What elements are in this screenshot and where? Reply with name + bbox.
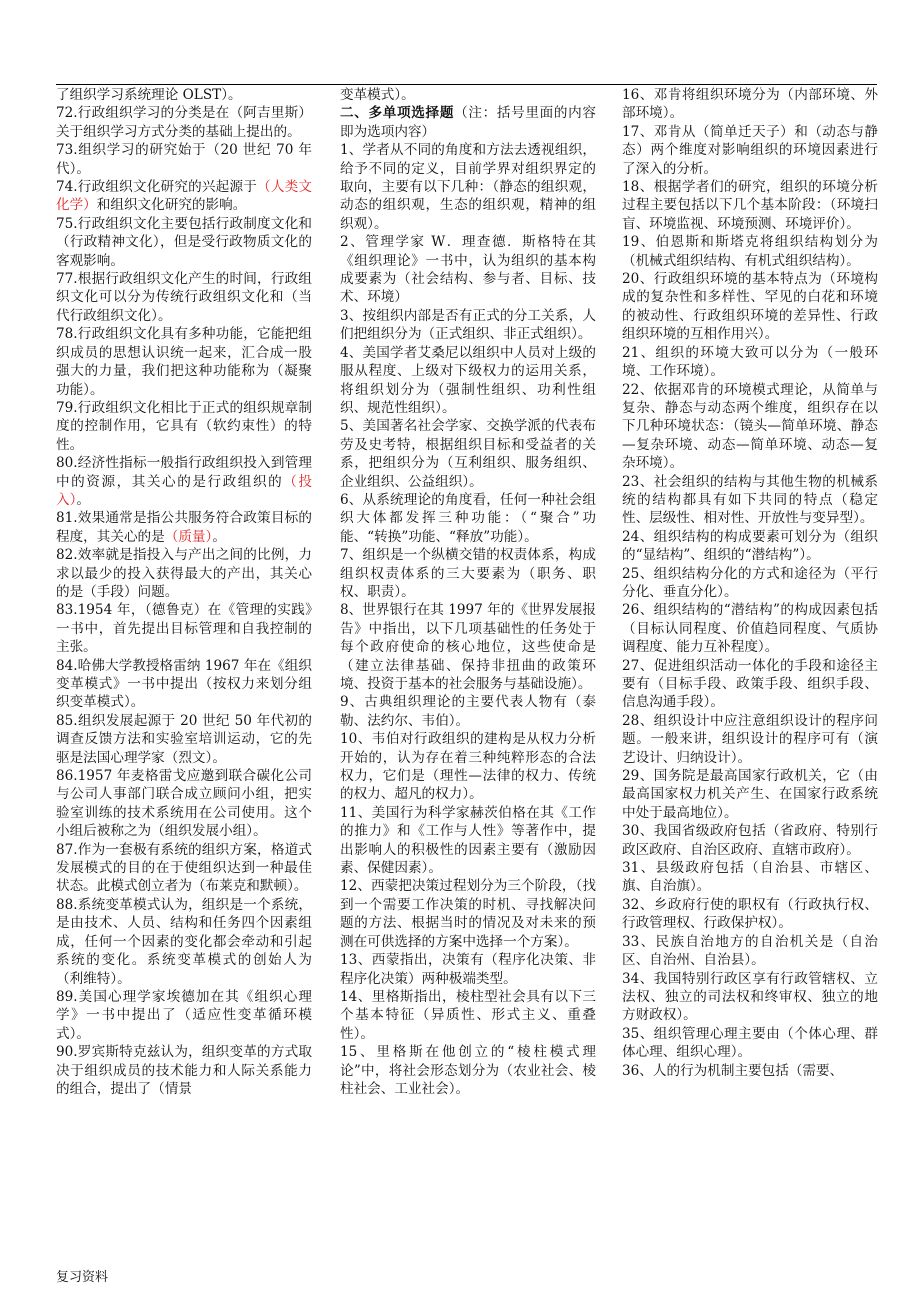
paragraph: 9、古典组织理论的主要代表人物有（泰勒、法约尔、韦伯）。 xyxy=(340,694,596,729)
paragraph: 28、组织设计中应注意组织设计的程序问题。一般来讲，组织设计的程序可有（演艺设计、归纳设计）。 xyxy=(622,712,878,766)
highlighted-answer: （质量） xyxy=(164,528,213,545)
paragraph: 35、组织管理心理主要由（个体心理、群体心理、组织心理）。 xyxy=(622,1025,878,1061)
paragraph: 72.行政组织学习的分类是在（阿吉里斯）关于组织学习方式分类的基础上提出的。 xyxy=(56,105,312,140)
paragraph: 85.组织发展起源于 20 世纪 50 年代初的调查反馈方法和实验室培训运动，它的先驱是法国心理学家（烈文）。 xyxy=(56,712,312,766)
column-3 xyxy=(622,86,878,1080)
paragraph: 5、美国著名社会学家、交换学派的代表布劳及史考特，根据组织目标和受益者的关系，把组织分为（互利组织、服务组织、企业组织、公益组织）。 xyxy=(340,418,596,490)
paragraph: 33、民族自治地方的自治机关是（自治区、自治州、自治县）。 xyxy=(622,933,878,969)
paragraph: 16、邓肯将组织环境分为（内部环境、外部环境）。 xyxy=(622,87,878,122)
section-note: （注：括号里面的内容即为选项内容） xyxy=(340,105,597,140)
paragraph: 77.根据行政组织文化产生的时间，行政组织文化可以分为传统行政组织文化和（当代行政组织文化）。 xyxy=(56,271,312,324)
text: 。 xyxy=(212,528,226,545)
paragraph: 24、组织结构的构成要素可划分为（组织的“显结构”、组织的“潜结构”）。 xyxy=(622,528,878,564)
paragraph: 4、美国学者艾桑尼以组织中人员对上级的服从程度、上级对下级权力的运用关系，将组织划分为（强制性组织、功利性组织、规范性组织）。 xyxy=(340,344,596,416)
paragraph: 7、组织是一个纵横交错的权责体系，构成组织权责体系的三大要素为（职务、职权、职责）。 xyxy=(340,547,596,600)
paragraph: 2、管理学家 W．理查德．斯格特在其《组织理论》一书中，认为组织的基本构成要素为（社会结构、参与者、目标、技术、环境） xyxy=(340,234,596,306)
paragraph: 11、美国行为科学家赫茨伯格在其《工作的推力》和《工作与人性》等著作中，提出影响人的积极性的因素主要有（激励因素、保健因素）。 xyxy=(340,804,596,877)
paragraph: 27、促进组织活动一体化的手段和途径主要有（目标手段、政策手段、组织手段、信息沟通手段）。 xyxy=(622,657,878,711)
paragraph: 20、行政组织环境的基本特点为（环境构成的复杂性和多样性、罕见的白花和环境的被动性、行政组织环境的差异性、行政组织环境的互相作用兴）。 xyxy=(622,271,878,343)
paragraph: 32、乡政府行使的职权有（行政执行权、行政管理权、行政保护权）。 xyxy=(622,896,878,932)
text: 81.效果通常是指公共服务符合政策目标的程度，其关心的是 xyxy=(56,510,312,545)
paragraph: 15、里格斯在他创立的“棱柱模式理论”中，将社会形态划分为（农业社会、棱柱社会、工业社会）。 xyxy=(340,1044,596,1097)
paragraph: 22、依据邓肯的环境模式理论，从简单与复杂、静态与动态两个维度，组织存在以下几种环境状态：（镜头—简单环境、静态—复杂环境、动态—简单环境、动态—复杂环境）。 xyxy=(622,381,878,472)
paragraph: 14、里格斯指出，棱柱型社会具有以下三个基本特征（异质性、形式主义、重叠性）。 xyxy=(340,988,596,1042)
paragraph: 30、我国省级政府包括（省政府、特别行政区政府、自治区政府、直辖市政府）。 xyxy=(622,823,878,858)
header-rule xyxy=(56,84,877,85)
paragraph: 25、组织结构分化的方式和途径为（平行分化、垂直分化）。 xyxy=(622,565,878,600)
text: 。 xyxy=(76,491,90,508)
paragraph: 83.1954 年，（德鲁克）在《管理的实践》一书中，首先提出目标管理和自我控制的主张。 xyxy=(56,602,312,656)
paragraph: 34、我国特别行政区享有行政管辖权、立法权、独立的司法权和终审权、独立的地方财政权）。 xyxy=(622,970,878,1024)
paragraph: 82.效率就是指投入与产出之间的比例，力求以最少的投入获得最大的产出，其关心的是（手段）问题。 xyxy=(56,547,312,600)
paragraph: 88.系统变革模式认为，组织是一个系统，是由技术、人员、结构和任务四个因素组成，任何一个因素的变化都会牵动和引起系统的变化。系统变革模式的创始人为（利维特）。 xyxy=(56,896,312,987)
paragraph: 87.作为一套极有系统的组织方案，格道式发展模式的目的在于使组织达到一种最佳状态。此模式创立者为（布莱克和默顿）。 xyxy=(56,841,312,895)
paragraph xyxy=(56,509,312,546)
paragraph xyxy=(56,454,312,509)
section-title: 二、多单项选择题 xyxy=(340,105,455,122)
paragraph: 31、县级政府包括（自治县、市辖区、旗、自治旗）。 xyxy=(622,860,878,895)
paragraph: 18、根据学者们的研究，组织的环境分析过程主要包括以下几个基本阶段：（环境扫盲、环境监视、环境预测、环境评价）。 xyxy=(622,179,878,232)
section-heading xyxy=(340,104,596,141)
paragraph: 79.行政组织文化相比于正式的组织规章制度的控制作用，它具有（软约束性）的特性。 xyxy=(56,399,312,453)
paragraph: 89.美国心理学家埃德加在其《组织心理学》一书中提出了（适应性变革循环模式）。 xyxy=(56,988,312,1042)
column-2 xyxy=(340,86,596,1098)
text: 和组织文化研究的影响。 xyxy=(96,197,247,214)
column-1 xyxy=(56,86,312,1098)
page-footer: 复习资料 xyxy=(56,1270,109,1285)
paragraph: 3、按组织内部是否有正式的分工关系，人们把组织分为（正式组织、非正式组织）。 xyxy=(340,307,596,343)
paragraph: 12、西蒙把决策过程划分为三个阶段，（找到一个需要工作决策的时机、寻找解决问题的方法、根据当时的情况及对未来的预测在可供选择的方案中选择一个方案）。 xyxy=(340,878,596,950)
paragraph: 6、从系统理论的角度看，任何一种社会组织大体都发挥三种功能：（“聚合”功能、“转换”功能、“释放”功能）。 xyxy=(340,491,596,545)
paragraph: 73.组织学习的研究始于（20 世纪 70 年代）。 xyxy=(56,142,312,177)
paragraph: 了组织学习系统理论 OLST）。 xyxy=(56,87,242,103)
paragraph: 10、韦伯对行政组织的建构是从权力分析开始的，认为存在着三种纯粹形态的合法权力，它们是（理性—法律的权力、传统的权力、超凡的权力）。 xyxy=(340,731,596,803)
paragraph: 19、伯恩斯和斯塔克将组织结构划分为（机械式组织结构、有机式组织结构）。 xyxy=(622,234,878,269)
paragraph: 13、西蒙指出，决策有（程序化决策、非程序化决策）两种极端类型。 xyxy=(340,952,596,987)
paragraph: 17、邓肯从（简单迁天子）和（动态与静态）两个维度对影响组织的环境因素进行了深入的分析。 xyxy=(622,123,878,177)
text: 74.行政组织文化研究的兴起源于 xyxy=(56,179,258,196)
paragraph xyxy=(56,178,312,215)
paragraph: 86.1957 年麦格雷戈应邀到联合碳化公司与公司人事部门联合成立顾问小组，把实验室训练的技术系统用在公司使用。这个小组后被称之为（组织发展小组）。 xyxy=(56,768,312,840)
paragraph: 75.行政组织文化主要包括行政制度文化和（行政精神文化），但是受行政物质文化的客观影响。 xyxy=(56,215,312,269)
paragraph: 8、世界银行在其 1997 年的《世界发展报告》中指出，以下几项基础性的任务处于每个政府使命的核心地位，这些使命是（建立法律基础、保持非扭曲的政策环境、投资于基本的社会服务与基础设施）。 xyxy=(340,602,596,692)
paragraph: 21、组织的环境大致可以分为（一般环境、工作环境）。 xyxy=(622,344,878,380)
paragraph: 23、社会组织的结构与其他生物的机械系统的结构都具有如下共同的特点（稳定性、层级性、相对性、开放性与变异型）。 xyxy=(622,473,878,527)
paragraph: 90.罗宾斯特克兹认为，组织变革的方式取决于组织成员的技术能力和人际关系能力的组合，提出了（情景 xyxy=(56,1044,312,1097)
paragraph: 1、学者从不同的角度和方法去透视组织，给予不同的定义，目前学界对组织界定的取向，主要有以下几种：（静态的组织观，动态的组织观，生态的组织观，精神的组织观）。 xyxy=(340,142,596,232)
paragraph: 84.哈佛大学教授格雷纳 1967 年在《组织变革模式》一书中提出（按权力来划分组织变革模式）。 xyxy=(56,657,312,711)
text: 80.经济性指标一般指行政组织投入到管理中的资源，其关心的是行政组织的 xyxy=(56,455,312,490)
paragraph: 26、组织结构的“潜结构”的构成因素包括（目标认同程度、价值趋同程度、气质协调程度、能力互补程度）。 xyxy=(622,602,878,656)
paragraph: 78.行政组织文化具有多种功能，它能把组织成员的思想认识统一起来，汇合成一股强大的力量，我们把这种功能称为（凝聚功能）。 xyxy=(56,326,312,398)
highlighted-answer: （人类文化学） xyxy=(56,179,313,214)
highlighted-answer: （投入） xyxy=(56,473,313,508)
paragraph: 变革模式）。 xyxy=(340,87,415,103)
paragraph: 29、国务院是最高国家行政机关，它（由最高国家权力机关产生、在国家行政系统中处于最高地位）。 xyxy=(622,768,878,821)
paragraph: 36、人的行为机制主要包括（需要、 xyxy=(622,1062,844,1079)
